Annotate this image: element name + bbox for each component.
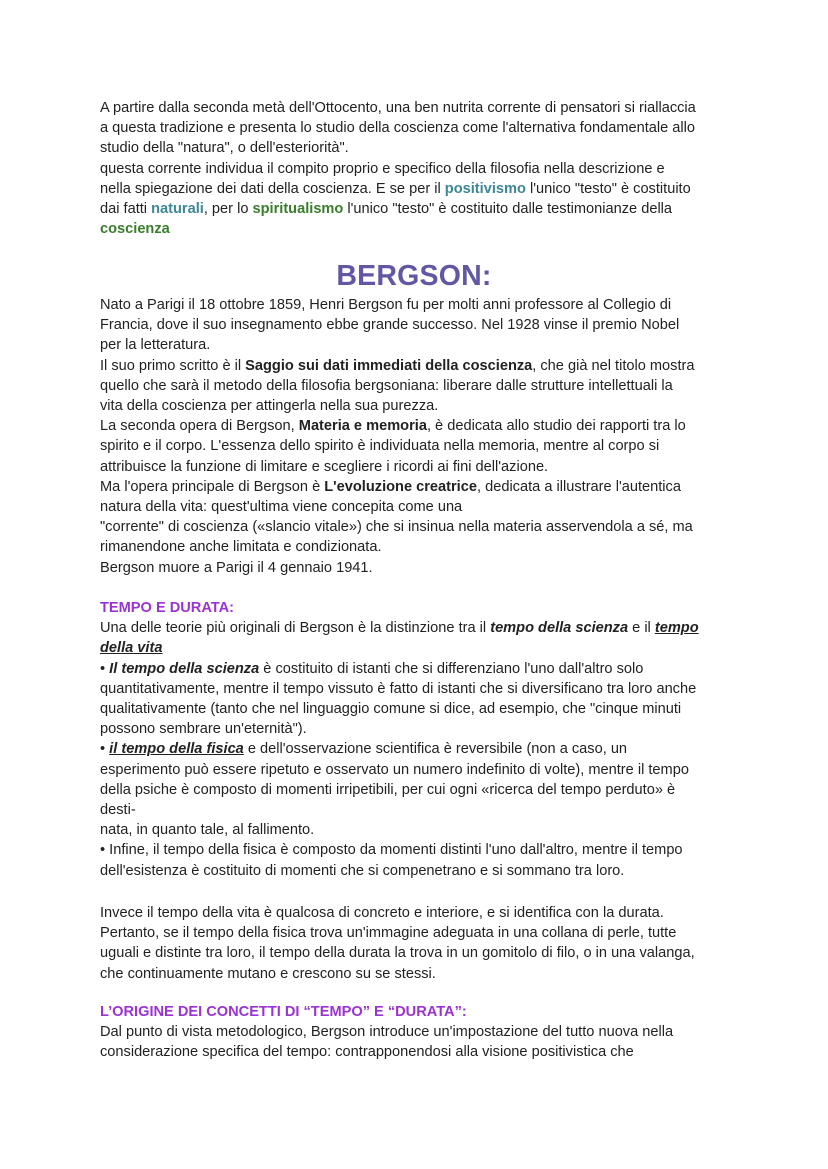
bullet-line: della psiche è composto di momenti irripetibili, per cui ogni «ricerca del tempo perduto» è (100, 781, 676, 798)
bio-line (100, 416, 742, 436)
bullet-line: nata, in quanto tale, al fallimento. (100, 822, 315, 839)
bio-line: rimanendone anche limitata e condizionata. (100, 539, 382, 556)
intro-paragraph (100, 98, 742, 239)
work-title-saggio: Saggio sui dati immediati della coscienza (245, 357, 533, 374)
bio-line: natura della vita: quest'ultima viene concepita come una (100, 499, 463, 516)
origine-section (100, 1002, 742, 1063)
intro-line-text: l'unico "testo" è costituito (525, 180, 691, 197)
bio-line (100, 356, 742, 376)
bullet-mark: • (100, 741, 110, 758)
intro-line: A partire dalla seconda metà dell'Ottocento, una ben nutrita corrente di pensatori si riallaccia (100, 100, 696, 116)
durata-line: uguali e distinte tra loro, il tempo della durata la trova in un gomitolo di filo, o in una valanga, (100, 945, 695, 962)
bio-line-text: , che già nel titolo mostra (532, 357, 695, 374)
intro-line-text: nella spiegazione dei dati della coscienza. E se per il (100, 180, 445, 197)
bullet-item: • Infine, il tempo della fisica è composto da momenti distinti l'uno dall'altro, mentre il tempo (100, 842, 683, 859)
work-title-materia: Materia e memoria (298, 418, 427, 435)
bio-line-text: , è dedicata allo studio dei rapporti tra lo (426, 418, 686, 435)
keyword-naturali: naturali (151, 201, 204, 218)
section-heading-tempo: TEMPO E DURATA: (100, 600, 235, 616)
intro-line-text: dai fatti (100, 201, 152, 218)
term-tempo-scienza-bullet: Il tempo della scienza (109, 660, 260, 677)
bio-line-text: Ma l'opera principale di Bergson è (100, 478, 325, 495)
durata-text (100, 903, 742, 984)
bio-line: Nato a Parigi il 18 ottobre 1859, Henri Bergson fu per molti anni professore al Collegio di (100, 297, 672, 313)
intro-line-text: l'unico "testo" è costituito dalle testimonianze della (343, 201, 673, 218)
bullet-line: possono sembrare un'eternità"). (100, 721, 307, 738)
tempo-line (100, 638, 742, 658)
bio-line-text: La seconda opera di Bergson, (100, 418, 299, 435)
keyword-spiritualismo: spiritualismo (252, 201, 344, 218)
bio-line: vita della coscienza per attingerla nella sua purezza. (100, 398, 439, 415)
tempo-line (100, 618, 742, 638)
bullet-item (100, 739, 742, 759)
origine-line: Dal punto di vista metodologico, Bergson introduce un'impostazione del tutto nuova nella (100, 1024, 674, 1041)
tempo-text (100, 618, 742, 881)
work-title-evoluzione: L'evoluzione creatrice (324, 478, 477, 495)
bullet-line: dell'esistenza è costituito di momenti che si compenetrano e si sommano tra loro. (100, 862, 625, 879)
durata-line: Pertanto, se il tempo della fisica trova un'immagine adeguata in una collana di perle, tutte (100, 925, 677, 942)
bullet-line: qualitativamente (tanto che nel linguaggio comune si dice, ad esempio, che "cinque minuti (100, 701, 682, 718)
origine-text (100, 1022, 742, 1062)
bio-line: Bergson muore a Parigi il 4 gennaio 1941. (100, 559, 373, 576)
origine-line: considerazione specifica del tempo: contrapponendosi alla visione positivistica che (100, 1044, 634, 1061)
intro-line (100, 179, 742, 199)
term-tempo-vita: tempo (654, 620, 699, 637)
durata-line: che continuamente mutano e crescono su se stessi. (100, 965, 436, 982)
tempo-line-text: Una delle teorie più originali di Bergson è la distinzione tra il (100, 620, 491, 637)
bullet-line: quantitativamente, mentre il tempo vissuto è fatto di istanti che si diversificano tra loro anche (100, 680, 697, 697)
keyword-positivismo: positivismo (444, 180, 526, 197)
bio-line: spirito e il corpo. L'essenza dello spirito è individuata nella memoria, mentre al corpo si (100, 438, 660, 455)
intro-text (100, 98, 742, 239)
bio-text (100, 295, 742, 578)
term-tempo-fisica: il tempo della fisica (109, 741, 244, 758)
term-della-vita: della vita (100, 640, 163, 657)
intro-line: questa corrente individua il compito proprio e specifico della filosofia nella descrizione e (100, 160, 665, 177)
page-title: BERGSON: (336, 260, 492, 292)
bio-line-text: Il suo primo scritto è il (100, 357, 246, 374)
intro-line: studio della "natura", o dell'esteriorità". (100, 140, 349, 157)
intro-line (100, 199, 742, 219)
bio-line: attribuisce la funzione di limitare e scegliere i ricordi ai fini dell'azione. (100, 458, 549, 475)
tempo-section (100, 598, 742, 881)
bio-line: quello che sarà il metodo della filosofia bergsoniana: liberare dalle strutture intellettuali la (100, 377, 673, 394)
bio-line: Francia, dove il suo insegnamento ebbe grande successo. Nel 1928 vinse il premio Nobel (100, 317, 680, 334)
bullet-text: e dell'osservazione scientifica è reversibile (non a caso, un (243, 741, 628, 758)
durata-line: Invece il tempo della vita è qualcosa di concreto e interiore, e si identifica con la durata. (100, 905, 664, 921)
intro-line: a questa tradizione e presenta lo studio della coscienza come l'alternativa fondamentale allo (100, 120, 696, 137)
bio-line (100, 477, 742, 497)
bullet-line: desti- (100, 802, 136, 819)
tempo-line-text: e il (628, 620, 655, 637)
bio-line: per la letteratura. (100, 337, 211, 354)
section-heading-origine: L’ORIGINE DEI CONCETTI DI “TEMPO” E “DURATA”: (100, 1004, 467, 1020)
bullet-line: esperimento può essere ripetuto e osservato un numero indefinito di volte), mentre il tempo (100, 761, 689, 778)
bio-line: "corrente" di coscienza («slancio vitale») che si insinua nella materia asservendola a sé, ma (100, 519, 693, 536)
bullet-text: è costituito di istanti che si differenziano l'uno dall'altro solo (259, 660, 644, 677)
term-tempo-scienza: tempo della scienza (490, 620, 629, 637)
bullet-mark: • (100, 660, 110, 677)
keyword-coscienza: coscienza (100, 221, 170, 238)
bullet-item (100, 659, 742, 679)
durata-paragraph (100, 903, 742, 984)
bio-line-text: , dedicata a illustrare l'autentica (476, 478, 681, 495)
intro-line-text: , per lo (203, 201, 253, 218)
bio-paragraph (100, 295, 742, 578)
